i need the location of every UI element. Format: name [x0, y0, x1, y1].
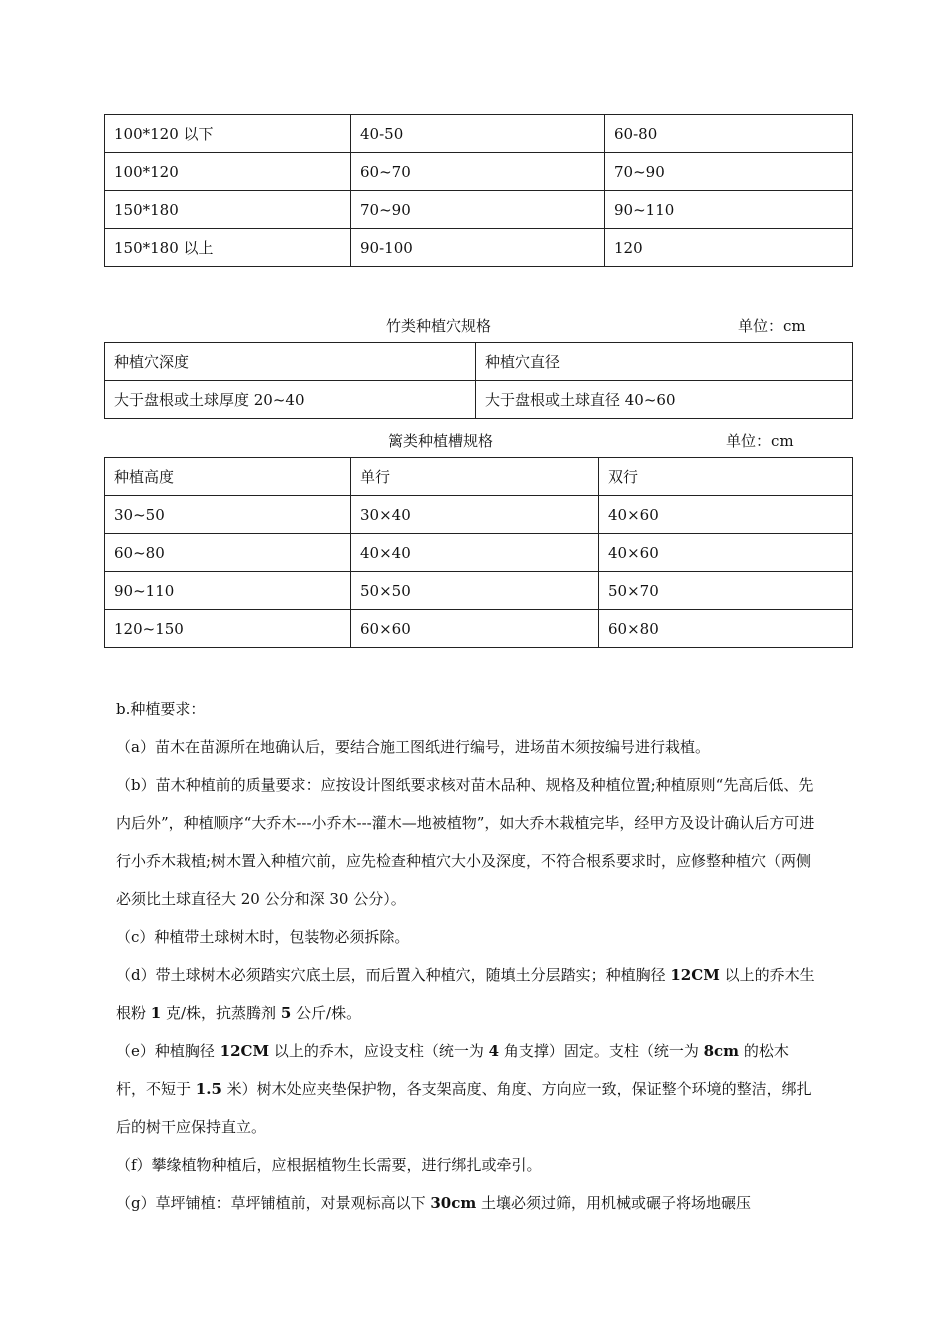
section-heading: b.种植要求：	[116, 700, 206, 718]
table-cell: 种植穴深度	[105, 343, 476, 381]
table-cell: 90-100	[351, 229, 605, 267]
paragraph-c: （c）种植带土球树木时，包装物必须拆除。	[116, 928, 410, 946]
paragraph-a: （a）苗木在苗源所在地确认后，要结合施工图纸进行编号，进场苗木须按编号进行栽植。	[116, 738, 710, 756]
table-cell: 40-50	[351, 115, 605, 153]
table-cell: 100*120	[105, 153, 351, 191]
table-cell: 60~80	[105, 534, 351, 572]
table-row	[105, 534, 853, 572]
table-cell: 30×40	[351, 496, 599, 534]
table-cell: 双行	[599, 458, 853, 496]
table-cell: 90~110	[605, 191, 853, 229]
table-cell: 40×40	[351, 534, 599, 572]
table-cell: 120	[605, 229, 853, 267]
paragraph-f: （f）攀缘植物种植后，应根据植物生长需要，进行绑扎或牵引。	[116, 1156, 542, 1174]
table-cell: 30~50	[105, 496, 351, 534]
bamboo-pit-table	[104, 342, 853, 419]
table-cell: 40×60	[599, 496, 853, 534]
table-cell: 70~90	[351, 191, 605, 229]
table-row	[105, 229, 853, 267]
table-cell: 60×80	[599, 610, 853, 648]
table-cell: 50×70	[599, 572, 853, 610]
table-cell: 大于盘根或土球直径 40~60	[476, 381, 853, 419]
table-cell: 单行	[351, 458, 599, 496]
pit-spec-table	[104, 114, 853, 267]
table-cell: 70~90	[605, 153, 853, 191]
table-cell: 60~70	[351, 153, 605, 191]
table-cell: 50×50	[351, 572, 599, 610]
table-row	[105, 115, 853, 153]
table-row	[105, 572, 853, 610]
hedge-trench-table	[104, 457, 853, 648]
table-row	[105, 153, 853, 191]
planting-requirements	[116, 690, 816, 1222]
table-cell: 90~110	[105, 572, 351, 610]
table-cell: 120~150	[105, 610, 351, 648]
table-cell: 60×60	[351, 610, 599, 648]
hedge-table-unit: 单位：cm	[726, 432, 794, 450]
table-row	[105, 191, 853, 229]
table-cell: 100*120 以下	[105, 115, 351, 153]
table-cell: 150*180	[105, 191, 351, 229]
bamboo-table-unit: 单位：cm	[738, 317, 806, 335]
paragraph-d: （d）带土球树木必须踏实穴底土层，而后置入种植穴，随填土分层踏实；种植胸径 12CM 以上的乔木生根粉 1 克/株，抗蒸腾剂 5 公斤/株。	[116, 966, 815, 1022]
paragraph-e: （e）种植胸径 12CM 以上的乔木，应设支柱（统一为 4 角支撑）固定。支柱（统一为 8cm 的松木杆，不短于 1.5 米）树木处应夹垫保护物，各支架高度、角度、方向应一致，保证整个环境的整洁，绑扎后的树干应保持直立。	[116, 1042, 812, 1136]
table-cell: 60-80	[605, 115, 853, 153]
table-row	[105, 343, 853, 381]
table-row	[105, 458, 853, 496]
table-cell: 种植穴直径	[476, 343, 853, 381]
paragraph-g: （g）草坪铺植：草坪铺植前，对景观标高以下 30cm 土壤必须过筛，用机械或碾子将场地碾压	[116, 1194, 752, 1212]
table-row	[105, 496, 853, 534]
bamboo-table-title: 竹类种植穴规格	[386, 317, 492, 335]
hedge-table-title: 篱类种植槽规格	[388, 432, 494, 450]
table-row	[105, 381, 853, 419]
table-cell: 种植高度	[105, 458, 351, 496]
table-row	[105, 610, 853, 648]
table-cell: 40×60	[599, 534, 853, 572]
table-cell: 大于盘根或土球厚度 20~40	[105, 381, 476, 419]
table-cell: 150*180 以上	[105, 229, 351, 267]
paragraph-b: （b）苗木种植前的质量要求：应按设计图纸要求核对苗木品种、规格及种植位置;种植原则“先高后低、先内后外”，种植顺序“大乔木---小乔木---灌木—地被植物”，如大乔木栽植完毕，经甲方及设计确认后方可进行小乔木栽植;树木置入种植穴前，应先检查种植穴大小及深度，不符合根系要求时，应修整种植穴（两侧必须比土球直径大 20 公分和深 30 公分）。	[116, 776, 815, 908]
